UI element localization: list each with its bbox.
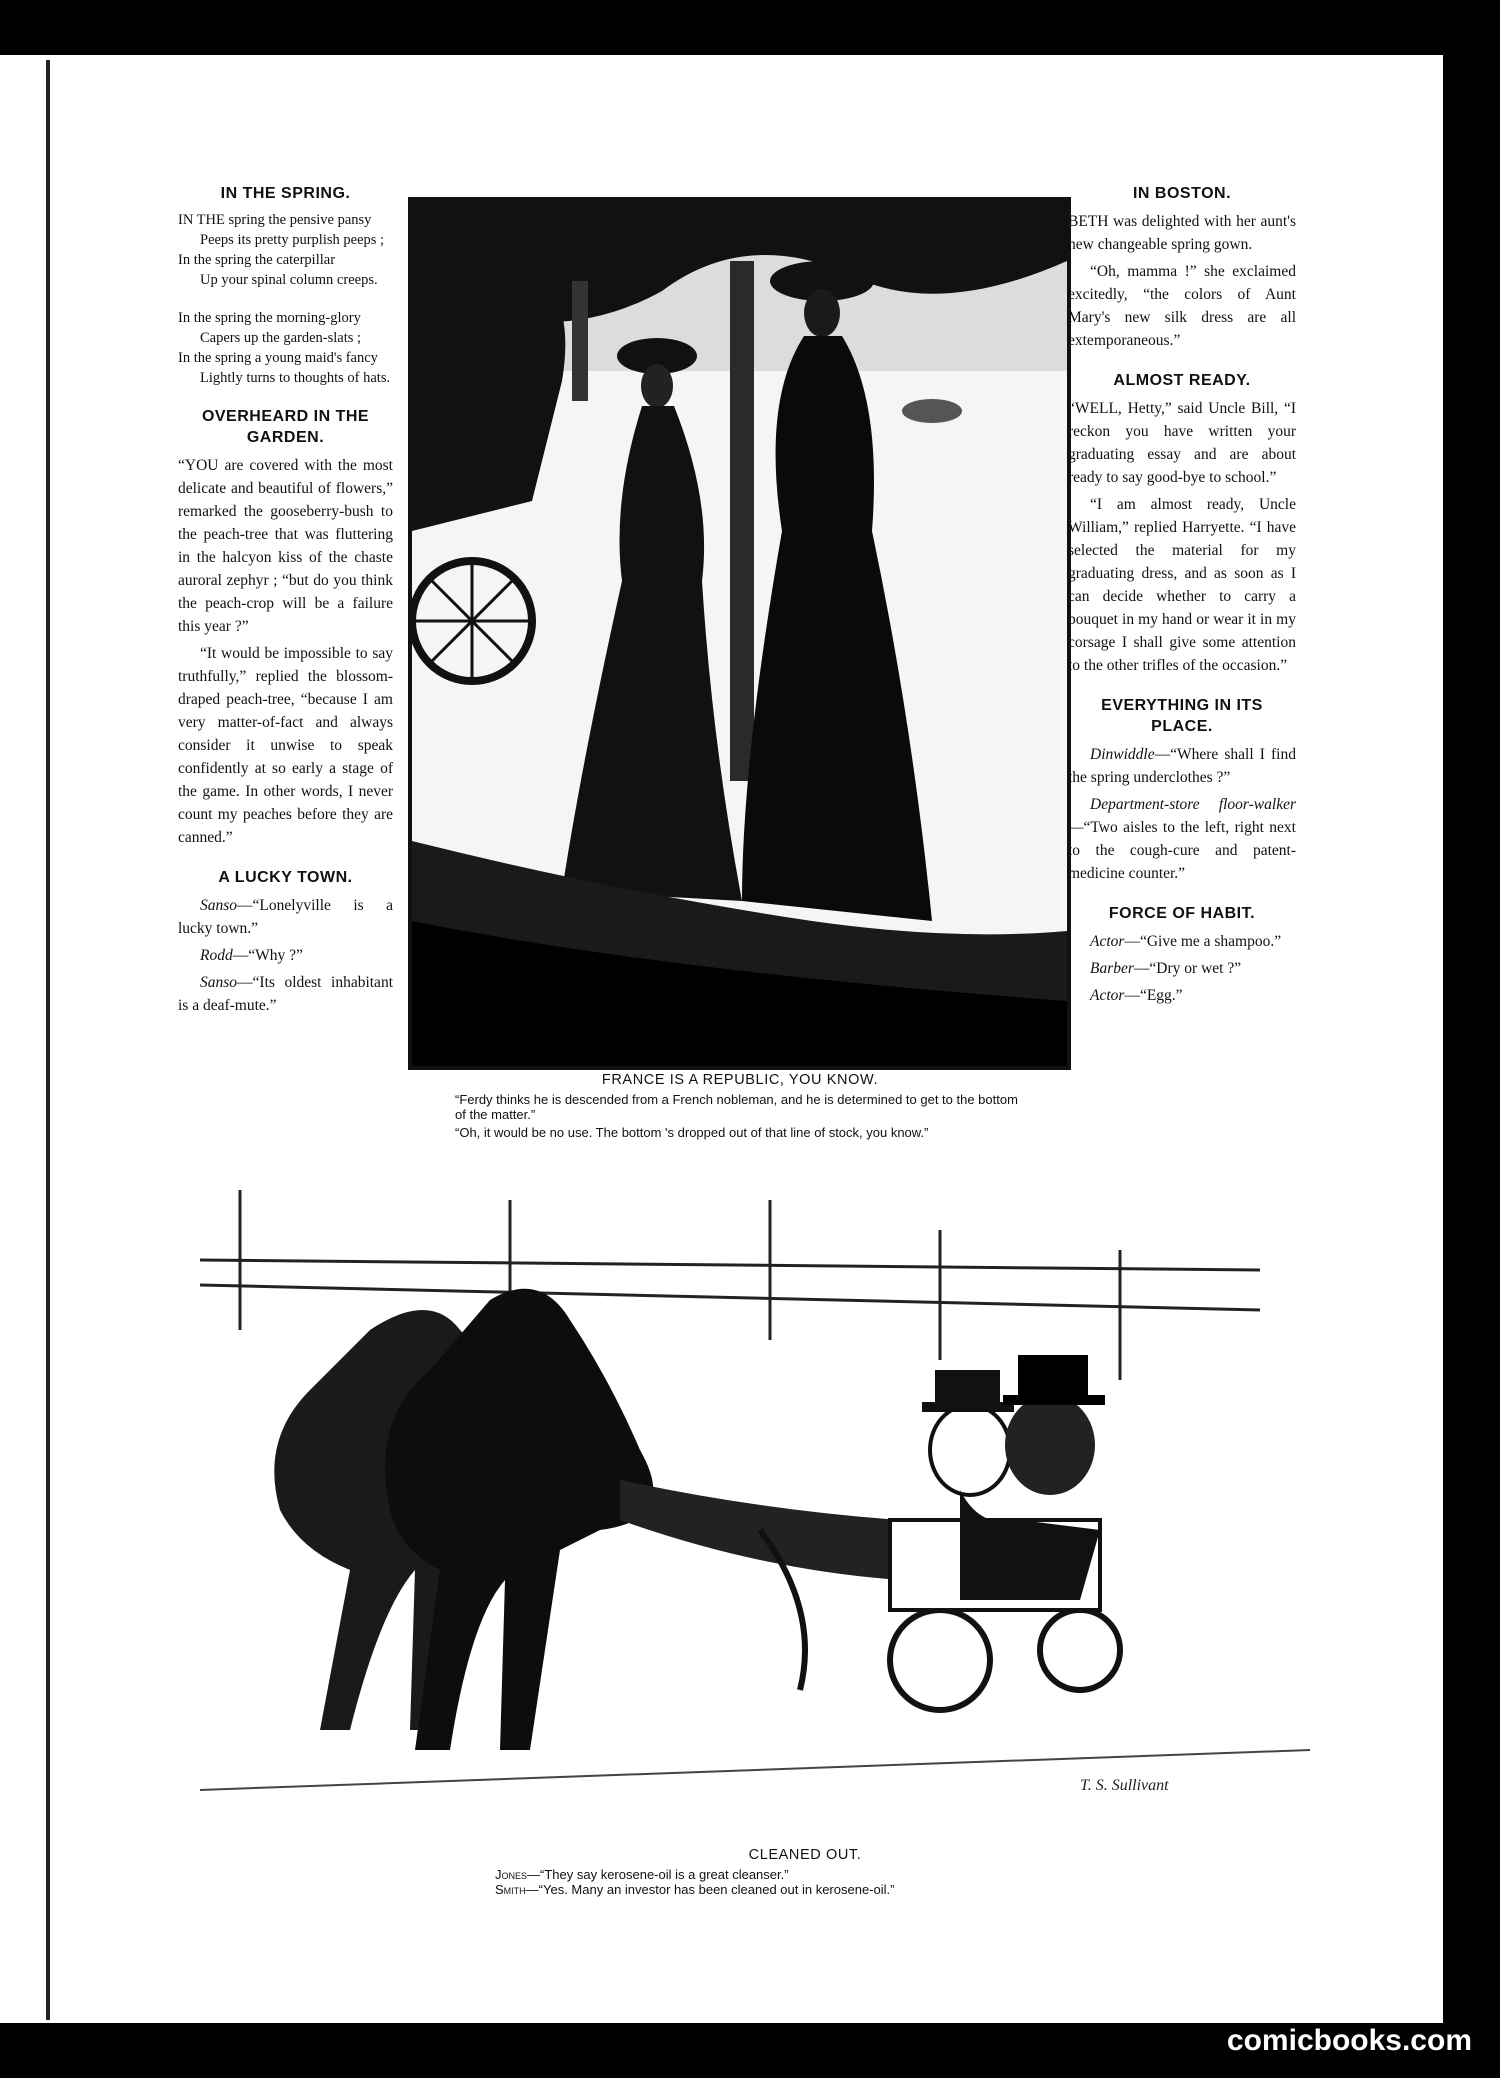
paragraph: “YOU are covered with the most delicate and beautiful of flowers,” remarked the gooseberry-bush to the peach-tree that was fluttering in the halcyon kiss of the chaste auroral zephyr ; “but do you think the peach-crop will be a failure this year ?” [178,457,393,635]
caption-title: CLEANED OUT. [748,1847,862,1863]
stanza-break [178,290,393,308]
poem-line: IN THE spring the pensive pansy [178,212,372,228]
caption-line [495,1867,1115,1882]
caption-title: FRANCE IS A REPUBLIC, YOU KNOW. [601,1072,879,1088]
heading-in-boston: IN BOSTON. [1132,185,1232,202]
speech: —“Dry or wet ?” [1133,960,1242,977]
paragraph: BETH was delighted with her aunt's new changeable spring gown. [1068,213,1296,253]
caption-line [495,1882,1115,1897]
heading-in-the-spring: IN THE SPRING. [220,185,351,202]
dialogue-line [178,944,393,967]
paragraph: “It would be impossible to say truthfully,” replied the blossom-draped peach-tree, “because I am very matter-of-fact and always consider it unwise to speak confidently at so early a stage of the game. In other words, I never count my peaches before they are canned.” [178,645,393,846]
speaker: Smith [495,1882,526,1897]
poem-line: In the spring the caterpillar [178,252,336,268]
bottom-caption [495,1848,1115,1897]
page-gutter [46,60,50,2020]
poem-line: In the spring the morning-glory [178,310,361,326]
article-in-boston [1068,183,1296,352]
poem-line: Lightly turns to thoughts of hats. [200,370,391,386]
speaker: Dinwiddle [1090,746,1155,763]
article-in-the-spring [178,183,393,388]
speech: —“Lonelyville is a lucky town.” [178,897,393,937]
speaker: Sanso [200,974,238,991]
dialogue-line [178,971,393,1017]
dialogue-line [1068,743,1296,789]
heading-lucky-town: A LUCKY TOWN. [218,869,353,886]
speaker: Rodd [200,947,233,964]
caption-line: “Ferdy thinks he is descended from a French nobleman, and he is determined to get to the bottom of the matter.” [455,1092,1018,1122]
speech: —“Its oldest inhabitant is a deaf-mute.” [178,974,393,1014]
paragraph: “Oh, mamma !” she exclaimed excitedly, “the colors of Aunt Mary's new silk dress are all extemporaneous.” [1068,263,1296,349]
poem [178,210,393,388]
speaker: Barber [1090,960,1134,977]
article-lucky-town [178,867,393,1017]
right-column [1068,183,1296,1025]
poem-line: Capers up the garden-slats ; [200,330,362,346]
dialogue-line [1068,957,1296,980]
heading-everything: EVERYTHING IN ITS PLACE. [1101,697,1263,735]
speaker: Department-store floor-walker [1090,796,1296,813]
speech: —“Yes. Many an investor has been cleaned out in kerosene-oil.” [525,1882,895,1897]
poem-line: Up your spinal column creeps. [200,272,378,288]
top-illustration [408,197,1071,1070]
dialogue-line [1068,930,1296,953]
bottom-illustration [200,1190,1310,1840]
article-force-of-habit [1068,903,1296,1007]
heading-force-of-habit: FORCE OF HABIT. [1108,905,1256,922]
paragraph: “I am almost ready, Uncle William,” replied Harryette. “I have selected the material for my graduating dress, and as soon as I can decide whether to carry a bouquet in my hand or wear it in my corsage I shall give some attention to the other trifles of the occasion.” [1068,496,1296,674]
speech: —“Egg.” [1124,987,1183,1004]
two-women-walking-illustration [412,201,1067,1066]
horses-and-carriage-illustration [200,1190,1310,1840]
speaker: Actor [1090,987,1125,1004]
speech: —“Give me a shampoo.” [1124,933,1282,950]
article-overheard [178,406,393,849]
artist-signature: T. S. Sullivant [1080,1777,1169,1794]
speaker: Sanso [200,897,238,914]
poem-line: Peeps its pretty purplish peeps ; [200,232,385,248]
poem-line: In the spring a young maid's fancy [178,350,378,366]
speech: —“Why ?” [232,947,303,964]
article-almost-ready [1068,370,1296,677]
speech: —“They say kerosene-oil is a great cleanser.” [527,1867,789,1882]
dialogue-line [178,894,393,940]
watermark: comicbooks.com [1226,2024,1472,2057]
dialogue-line [1068,793,1296,885]
article-everything-in-its-place [1068,695,1296,885]
left-column [178,183,393,1035]
dialogue-line [1068,984,1296,1007]
caption-line: “Oh, it would be no use. The bottom 's dropped out of that line of stock, you know.” [455,1125,929,1140]
speech: —“Where shall I find the spring underclothes ?” [1068,746,1296,786]
speaker: Actor [1090,933,1125,950]
paragraph: “WELL, Hetty,” said Uncle Bill, “I reckon you have written your graduating essay and are about ready to say good-bye to school.” [1068,400,1296,486]
heading-almost-ready: ALMOST READY. [1113,372,1251,389]
speaker: Jones [495,1867,528,1882]
heading-overheard: OVERHEARD IN THE GARDEN. [201,408,370,446]
speech: —“Two aisles to the left, right next to the cough-cure and patent-medicine counter.” [1068,819,1296,882]
top-caption [455,1073,1025,1140]
